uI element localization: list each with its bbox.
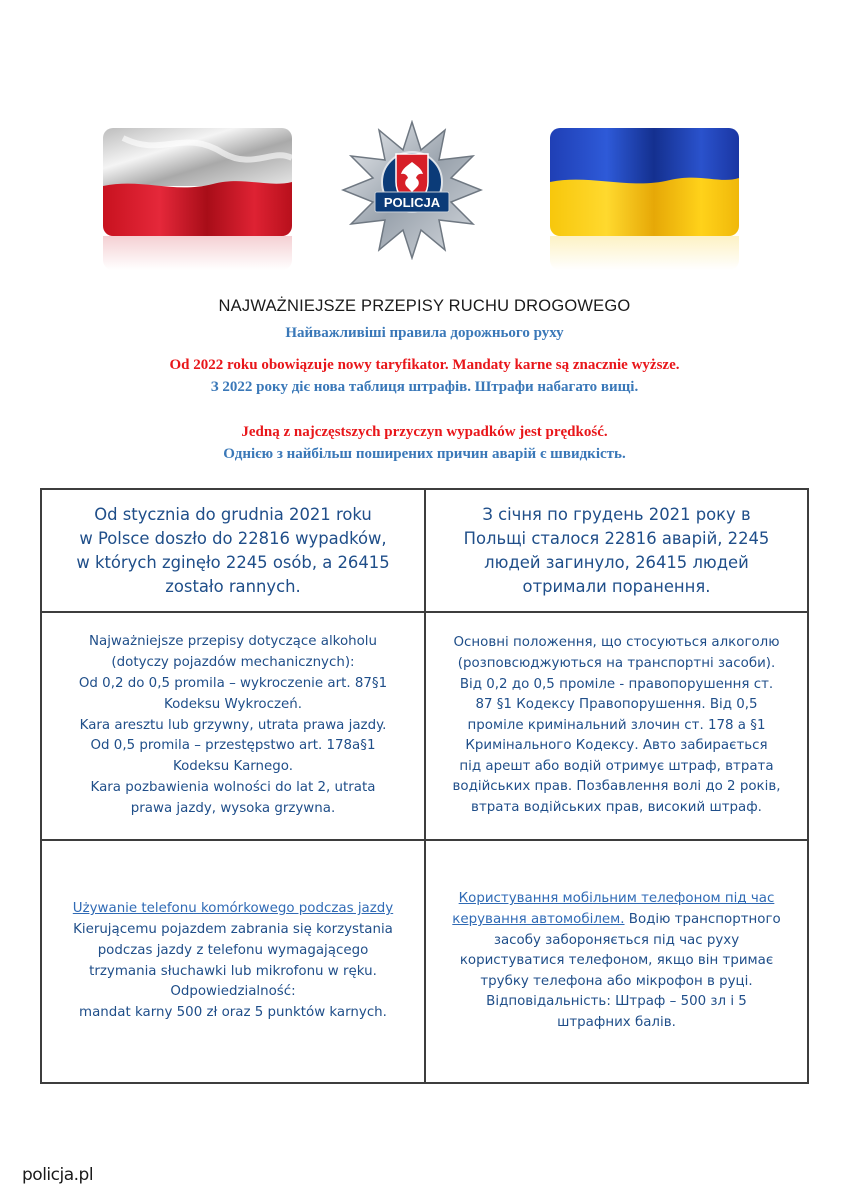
text-line: Kodeksu Karnego. — [173, 759, 293, 775]
text-line: Od stycznia do grudnia 2021 roku — [94, 504, 372, 524]
text-line: Kierującemu pojazdem zabrania się korzystania — [73, 921, 393, 937]
text-line: Odpowiedzialność: — [170, 984, 296, 1000]
text-line: (розповсюджуються на транспортні засоби). — [457, 655, 776, 671]
speed-notice-pl: Jedną z najczęstszych przyczyn wypadków jest prędkość. — [241, 424, 608, 440]
text-line: отримали поранення. — [522, 576, 711, 596]
text-line: Kara pozbawienia wolności do lat 2, utrata — [90, 779, 376, 795]
accidents-cell-ua — [426, 490, 807, 611]
text-line: під арешт або водій отримує штраф, втрата — [459, 758, 774, 774]
table-row-phone — [42, 841, 807, 1082]
text-line: Kodeksu Wykroczeń. — [164, 696, 302, 712]
poland-flag-icon — [103, 128, 292, 236]
text-line: Kara aresztu lub grzywny, utrata prawa jazdy. — [79, 717, 387, 733]
text-line: З січня по грудень 2021 року в — [482, 504, 751, 524]
text-line: w Polsce doszło do 22816 wypadków, — [79, 528, 387, 548]
text-line: штрафних балів. — [557, 1014, 676, 1030]
text-line: Основні положення, що стосуються алкоголю — [453, 635, 780, 651]
text-line — [452, 910, 780, 931]
phone-cell-ua — [426, 841, 807, 1082]
text-line: podczas jazdy z telefonu wymagającego — [97, 942, 369, 958]
police-badge-text: POLICJA — [383, 195, 441, 210]
phone-cell-pl — [42, 841, 426, 1082]
speed-notice-ua: Однією з найбільш поширених причин аварій є швидкість. — [223, 446, 626, 462]
text-line: Відповідальність: Штраф – 500 зл і 5 — [486, 994, 747, 1010]
alcohol-cell-pl — [42, 613, 426, 839]
text-line: людей загинуло, 26415 людей — [484, 552, 749, 572]
text-line: Польщі сталося 22816 аварій, 2245 — [463, 528, 770, 548]
text-line: Кримінального Кодексу. Авто забирається — [465, 738, 768, 754]
text-line: mandat karny 500 zł oraz 5 punktów karnych. — [79, 1005, 387, 1021]
rules-table — [40, 488, 809, 1084]
table-row-alcohol — [42, 613, 807, 841]
fine-notice-pl: Od 2022 roku obowiązuje nowy taryfikator. Mandaty karne są znacznie wyższe. — [169, 357, 680, 373]
ukraine-flag-reflection — [550, 236, 739, 270]
page-subtitle: Найважливіші правила дорожнього руху — [285, 325, 564, 341]
text-line: трубку телефона або мікрофон в руці. — [480, 973, 753, 989]
text-line: втрата водійських прав, високий штраф. — [471, 800, 762, 816]
phone-rule-heading-ua: Користування мобільним телефоном під час — [458, 891, 775, 907]
text-line: trzymania słuchawki lub mikrofonu w ręku. — [89, 963, 377, 979]
text-line: проміле кримінальний злочин ст. 178 а §1 — [467, 717, 766, 733]
text-line: користуватися телефоном, якщо він тримає — [459, 953, 774, 969]
page-title: NAJWAŻNIEJSZE PRZEPISY RUCHU DROGOWEGO — [218, 297, 631, 315]
text-line: zostało rannych. — [165, 576, 301, 596]
police-star-badge-icon — [341, 120, 483, 260]
text-line: 87 §1 Кодексу Правопорушення. Від 0,5 — [475, 697, 758, 713]
text-line: w których zginęło 2245 osób, a 26415 — [76, 552, 390, 572]
alcohol-cell-ua — [426, 613, 807, 839]
poland-flag-reflection — [103, 236, 292, 270]
text-line: Від 0,2 до 0,5 проміле - правопорушення ст. — [459, 676, 774, 692]
phone-rule-heading-ua-end: керування автомобілем. — [452, 912, 625, 928]
phone-rule-heading-pl: Używanie telefonu komórkowego podczas jazdy — [72, 901, 394, 917]
fine-notice-ua: З 2022 року діє нова таблиця штрафів. Штрафи набагато вищі. — [210, 379, 639, 395]
text-line: (dotyczy pojazdów mechanicznych): — [111, 655, 355, 671]
text-line: Najważniejsze przepisy dotyczące alkoholu — [88, 634, 378, 650]
text-line: водійських прав. Позбавлення волі до 2 років, — [452, 779, 781, 795]
text-line: Od 0,2 do 0,5 promila – wykroczenie art. 87§1 — [78, 676, 388, 691]
accidents-cell-pl — [42, 490, 426, 611]
footer-logo: policja.pl — [22, 1165, 94, 1185]
text-line: засобу забороняється під час руху — [493, 932, 740, 948]
table-row-accidents — [42, 490, 807, 613]
text-line: prawa jazdy, wysoka grzywna. — [130, 800, 336, 816]
text-line-rest: Водію транспортного — [624, 912, 781, 928]
ukraine-flag-icon — [550, 128, 739, 236]
text-line: Od 0,5 promila – przestępstwo art. 178a§1 — [90, 738, 376, 754]
